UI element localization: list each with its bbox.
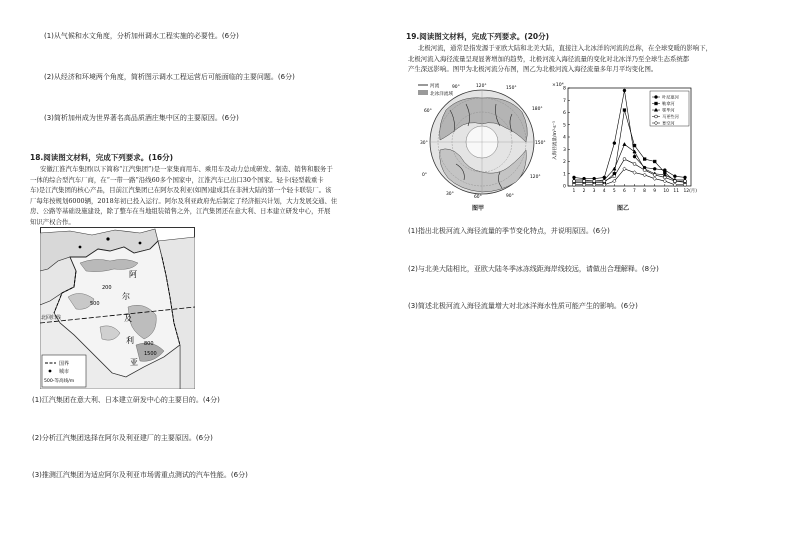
data-point — [603, 180, 606, 183]
data-point — [633, 155, 636, 158]
country-char: 亚 — [130, 358, 138, 367]
q18-line: 知识产权合作。 — [30, 217, 75, 226]
q19-heading: 19.阅读图文材料，完成下列要求。(20分) — [406, 32, 550, 41]
fig-a-legend-river: 河流 — [430, 84, 440, 89]
city-dot — [106, 237, 109, 240]
y-tick-label: 0 — [563, 184, 566, 190]
fig-a-lon: 150° — [506, 86, 517, 91]
x-tick-label: 7 — [633, 189, 636, 194]
fig-a-caption: 图甲 — [472, 205, 485, 212]
x-tick-label: 12(月) — [683, 189, 697, 194]
arctic-map — [416, 80, 546, 198]
q18-sub1: (1)江汽集团在意大利、日本建立研发中心的主要目的。(4分) — [32, 396, 220, 404]
q17-sub1: (1)从气候和水文角度，分析加州调水工程实施的必要性。(6分) — [44, 32, 239, 40]
contour-label: 1500 — [144, 351, 157, 357]
contour-label: 200 — [102, 285, 112, 291]
legend-label: 鄂毕河 — [662, 107, 675, 113]
x-tick-label: 11 — [673, 189, 680, 194]
legend-label: 叶尼塞河 — [662, 94, 679, 100]
data-point — [684, 180, 687, 183]
fig-a-lon: 30° — [446, 192, 454, 197]
data-point — [673, 180, 676, 183]
data-point — [613, 142, 616, 145]
q19-material — [408, 43, 778, 75]
data-point — [623, 158, 626, 161]
x-tick-label: 10 — [663, 189, 669, 194]
y-tick-label: 1 — [563, 172, 566, 178]
data-point — [633, 162, 636, 165]
x-tick-label: 8 — [643, 189, 646, 194]
data-point — [653, 177, 656, 181]
data-point — [623, 109, 626, 112]
data-point — [653, 160, 656, 163]
fig-a-lon: 30° — [420, 141, 428, 146]
x-tick-label: 2 — [582, 189, 586, 194]
x-tick-label: 9 — [653, 189, 657, 194]
fig-a-legend-basin: 北冰洋流域 — [430, 92, 453, 97]
legend-label: 育空河 — [662, 120, 675, 126]
y-tick-label: 5 — [563, 123, 566, 129]
data-point — [633, 144, 636, 147]
q19-line: 北极河流，通常是指发源于亚欧大陆和北美大陆，直接注入北冰洋的河流的总称，在全球变暖的影响下， — [418, 44, 712, 52]
data-point — [643, 169, 646, 172]
data-point — [653, 173, 656, 176]
x-tick-label: 5 — [612, 189, 616, 194]
q18-line: 一体的综合型汽车厂商，在“一带一路”沿线60多个国家中，江淮汽车已出口30个国家。轻卡(轻型载重卡 — [30, 175, 324, 184]
country-char: 阿 — [129, 270, 137, 279]
fig-a-lon: 120° — [476, 84, 487, 89]
q18-material — [30, 164, 385, 227]
legend-marker — [655, 96, 658, 99]
data-point — [673, 175, 676, 178]
data-point — [633, 171, 636, 175]
legend-city: 城市 — [59, 369, 70, 375]
q18-sub2: (2)分析江汽集团选择在阿尔及利亚建厂的主要原因。(6分) — [32, 434, 213, 442]
y-tick-label: 3 — [563, 147, 566, 153]
series-line-4 — [574, 159, 685, 181]
q18-line: 安徽江淮汽车集团(以下简称“江汽集团”)是一家集商用车、乘用车及动力总成研发、制造、销售和服务于 — [40, 165, 333, 173]
x-tick-label: 4 — [602, 189, 606, 194]
country-char: 尔 — [122, 292, 130, 301]
fig-a-lon: 60° — [424, 109, 432, 114]
contour-label: 500 — [90, 301, 100, 307]
q18-sub3: (3)推测江汽集团为适应阿尔及利亚市场需重点测试的汽车性能。(6分) — [32, 471, 248, 479]
q19-sub3: (3)简述北极河流入海径流量增大对北冰洋海水性质可能产生的影响。(6分) — [408, 302, 638, 310]
q17-sub2: (2)从经济和环境两个角度，简析图示调水工程运营后可能面临的主要问题。(6分) — [44, 73, 295, 81]
runoff-chart — [550, 80, 700, 198]
data-point — [653, 167, 656, 170]
data-point — [623, 89, 626, 92]
data-point — [643, 173, 646, 177]
y-tick-label: 6 — [563, 111, 566, 117]
y-tick-label: 8 — [563, 86, 566, 92]
country-char: 及 — [124, 314, 132, 323]
legend-label: 勒拿河 — [662, 101, 675, 107]
data-point — [583, 180, 586, 183]
q17-sub3: (3)简析加州成为世界著名高品质酒庄集中区的主要原因。(6分) — [44, 114, 239, 122]
x-tick-label: 6 — [622, 189, 626, 194]
data-point — [643, 158, 646, 161]
fig-a-lon: 120° — [530, 175, 541, 180]
fig-a-lon: 180° — [532, 107, 543, 112]
chart-scale-note: ×10⁴ — [552, 83, 564, 88]
q18-heading: 18.阅读图文材料，完成下列要求。(16分) — [30, 153, 174, 162]
q18-line: 房、公路等基础设施建设，除了整车在当地组装销售之外，江汽集团还在意大利、日本建立研发中心，开展 — [30, 207, 331, 215]
q19-sub2: (2)与北美大陆相比，亚欧大陆冬季冰冻线距海岸线较远，请做出合理解释。(8分) — [408, 265, 659, 273]
contour-label: 800 — [144, 341, 154, 347]
data-point — [663, 179, 666, 183]
q19-line: 产生深远影响。图甲为北极河流分布图，图乙为北极河流入海径流量多年月平均变化图。 — [408, 65, 658, 73]
city-dot — [139, 242, 142, 245]
data-point — [573, 180, 576, 183]
tropic-label: 北回归线 — [41, 315, 62, 321]
fig-a-lon: 90° — [452, 85, 460, 90]
algeria-map — [40, 227, 195, 389]
q19-sub1: (1)指出北极河流入海径流量的季节变化特点，并说明原因。(6分) — [408, 227, 610, 235]
data-point — [593, 180, 596, 183]
country-char: 利 — [126, 336, 134, 345]
fig-a-lon: 60° — [474, 195, 482, 198]
data-point — [623, 143, 626, 146]
q18-line: 厂每年按规划6000辆，2018年初已投入运行。阿尔及利亚政府先后制定了经济振兴计划，大力发展交通、住 — [30, 196, 338, 205]
legend-marker — [655, 102, 658, 105]
chart-ylabel: 入海径流量/m³·s⁻¹ — [553, 121, 558, 160]
data-point — [663, 176, 666, 179]
fig-a-lon: 0° — [422, 173, 427, 178]
data-point — [613, 175, 616, 178]
q18-line: 车)是江汽集团的核心产品，目前江汽集团已在阿尔及利亚(如图)建成其在非洲大陆的第一个轻卡联装厂。该 — [30, 186, 332, 194]
legend-contour: 500-等高线/m — [44, 379, 75, 384]
legend-border: 国界 — [59, 361, 70, 367]
x-tick-label: 3 — [592, 189, 596, 194]
y-tick-label: 4 — [563, 135, 566, 141]
fig-a-lon: 150° — [535, 141, 546, 146]
fig-b-caption: 图乙 — [617, 205, 630, 212]
q19-line: 北极河流入海径流量呈现显著增加的趋势，北极河流入海径流量的变化对北冰洋乃至全球生态系统都 — [408, 54, 690, 63]
y-tick-label: 7 — [563, 98, 566, 104]
x-tick-label: 1 — [572, 189, 576, 194]
y-tick-label: 2 — [563, 160, 566, 166]
legend-label: 马更些河 — [662, 114, 679, 120]
city-dot — [79, 246, 82, 249]
legend-marker — [655, 115, 658, 118]
fig-a-lon: 90° — [506, 194, 514, 198]
